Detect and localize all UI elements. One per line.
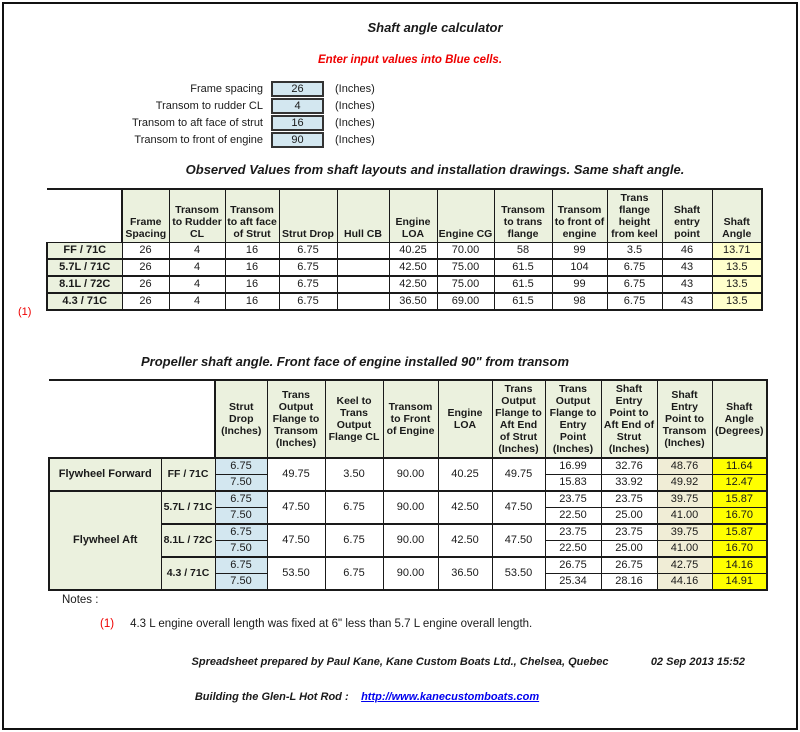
input-row-frame-spacing [10, 80, 375, 97]
t2-cell: 16.99 [545, 458, 601, 475]
t2-header-cell: Engine LOA [438, 380, 492, 458]
t1-cell: 42.50 [389, 276, 437, 293]
t1-cell: 75.00 [437, 259, 494, 276]
footer-promo-label: Building the Glen-L Hot Rod : [194, 691, 349, 703]
t2-engine-label: FF / 71C [161, 458, 215, 491]
propeller-section-title: Propeller shaft angle. Front face of engine installed 90" from transom [140, 354, 570, 369]
t1-header-cell: Transom to front of engine [552, 189, 607, 243]
t2-header-cell: Transom to Front of Engine [383, 380, 438, 458]
t2-header-cell: Trans Output Flange to Entry Point (Inches) [545, 380, 601, 458]
t1-row-43 [47, 293, 762, 310]
t1-cell: 43 [662, 276, 712, 293]
t1-cell: 26 [122, 259, 169, 276]
t1-header-cell: Transom to trans flange [494, 189, 552, 243]
t2-strut-drop-cell[interactable]: 6.75 [215, 524, 267, 541]
t1-cell: 16 [225, 276, 279, 293]
t2-shaft-angle-cell: 11.64 [712, 458, 767, 475]
t2-cell: 6.75 [325, 557, 383, 590]
margin-note-ref: (1) [18, 306, 32, 318]
t1-row-label: 5.7L / 71C [47, 259, 122, 276]
input-label: Transom to rudder CL [155, 99, 263, 112]
t2-strut-drop-cell[interactable]: 7.50 [215, 508, 267, 525]
t1-cell: 6.75 [607, 259, 662, 276]
t1-cell [337, 276, 389, 293]
t2-cell: 53.50 [492, 557, 545, 590]
t1-cell: 16 [225, 259, 279, 276]
unit-label: (Inches) [335, 82, 375, 95]
footer-promo [0, 687, 734, 705]
t2-entry-to-transom-cell: 39.75 [657, 524, 712, 541]
t1-cell: 36.50 [389, 293, 437, 310]
t1-cell: 4 [169, 293, 225, 310]
t1-row-label: 4.3 / 71C [47, 293, 122, 310]
t1-cell: 16 [225, 243, 279, 260]
t1-cell: 16 [225, 293, 279, 310]
t2-cell: 53.50 [267, 557, 325, 590]
t1-cell: 43 [662, 293, 712, 310]
t2-strut-drop-cell[interactable]: 7.50 [215, 475, 267, 492]
t2-header-cell: Keel to Trans Output Flange CL [325, 380, 383, 458]
t1-cell: 3.5 [607, 243, 662, 260]
unit-label: (Inches) [335, 116, 375, 129]
t2-group-label: Flywheel Aft [49, 491, 161, 590]
observed-values-table [46, 188, 763, 311]
t1-cell: 4 [169, 259, 225, 276]
t1-cell: 6.75 [607, 293, 662, 310]
t2-shaft-angle-cell: 16.70 [712, 541, 767, 558]
t1-header-cell: Shaft Angle [712, 189, 762, 243]
t2-shaft-angle-cell: 14.16 [712, 557, 767, 574]
empty-header-cell [47, 189, 122, 243]
t2-entry-to-transom-cell: 44.16 [657, 574, 712, 591]
t2-row [49, 458, 767, 475]
input-row-transom-rudder [10, 97, 375, 114]
t1-header-cell: Trans flange height from keel [607, 189, 662, 243]
notes-heading: Notes : [62, 594, 99, 606]
t2-strut-drop-cell[interactable]: 7.50 [215, 574, 267, 591]
t1-cell [337, 243, 389, 260]
t1-cell: 4 [169, 243, 225, 260]
t2-cell: 47.50 [267, 524, 325, 557]
t1-shaft-angle-cell: 13.71 [712, 243, 762, 260]
t2-cell: 25.00 [601, 541, 657, 558]
t1-shaft-angle-cell: 13.5 [712, 276, 762, 293]
t2-cell: 90.00 [383, 491, 438, 524]
t2-cell: 90.00 [383, 557, 438, 590]
t2-cell: 42.50 [438, 491, 492, 524]
t1-header-cell: Engine LOA [389, 189, 437, 243]
t1-shaft-angle-cell: 13.5 [712, 259, 762, 276]
t1-header-cell: Engine CG [437, 189, 494, 243]
t2-cell: 47.50 [267, 491, 325, 524]
t2-shaft-angle-cell: 15.87 [712, 491, 767, 508]
t2-cell: 49.75 [267, 458, 325, 491]
t1-cell: 43 [662, 259, 712, 276]
t2-cell: 23.75 [601, 524, 657, 541]
t1-cell [337, 259, 389, 276]
t2-cell: 26.75 [545, 557, 601, 574]
t2-header-cell: Trans Output Flange to Transom (Inches) [267, 380, 325, 458]
t1-cell: 42.50 [389, 259, 437, 276]
t1-cell: 61.5 [494, 293, 552, 310]
t1-cell: 98 [552, 293, 607, 310]
t1-cell: 6.75 [607, 276, 662, 293]
t2-cell: 28.16 [601, 574, 657, 591]
t2-entry-to-transom-cell: 48.76 [657, 458, 712, 475]
t2-cell: 47.50 [492, 491, 545, 524]
unit-label: (Inches) [335, 133, 375, 146]
t1-cell: 6.75 [279, 243, 337, 260]
input-row-transom-strut [10, 114, 375, 131]
t2-shaft-angle-cell: 15.87 [712, 524, 767, 541]
input-label: Transom to front of engine [134, 133, 263, 146]
t2-cell: 3.50 [325, 458, 383, 491]
input-block [10, 80, 375, 148]
t2-cell: 40.25 [438, 458, 492, 491]
t2-shaft-angle-cell: 16.70 [712, 508, 767, 525]
t2-cell: 32.76 [601, 458, 657, 475]
t1-cell: 26 [122, 276, 169, 293]
t2-row [49, 491, 767, 508]
t2-group-label: Flywheel Forward [49, 458, 161, 491]
t1-row-label: FF / 71C [47, 243, 122, 260]
input-instruction: Enter input values into Blue cells. [317, 54, 503, 66]
t2-cell: 42.50 [438, 524, 492, 557]
t1-cell: 104 [552, 259, 607, 276]
t2-header-cell: Shaft Entry Point to Transom (Inches) [657, 380, 712, 458]
t2-cell: 25.34 [545, 574, 601, 591]
t1-row-57l [47, 259, 762, 276]
t2-entry-to-transom-cell: 39.75 [657, 491, 712, 508]
t2-cell: 23.75 [601, 491, 657, 508]
t2-cell: 25.00 [601, 508, 657, 525]
t2-shaft-angle-cell: 12.47 [712, 475, 767, 492]
t1-header-cell: Shaft entry point [662, 189, 712, 243]
t1-cell: 46 [662, 243, 712, 260]
frame-spacing-input-cell[interactable]: 26 [271, 81, 324, 97]
t1-row-ff71c [47, 243, 762, 260]
input-label: Frame spacing [190, 82, 263, 95]
t2-header-cell: Shaft Entry Point to Aft End of Strut (Inches) [601, 380, 657, 458]
t2-cell: 36.50 [438, 557, 492, 590]
t1-cell: 69.00 [437, 293, 494, 310]
t2-shaft-angle-cell: 14.91 [712, 574, 767, 591]
t1-header-row [47, 189, 762, 243]
transom-strut-input-cell[interactable]: 16 [271, 115, 324, 131]
t2-engine-label: 5.7L / 71C [161, 491, 215, 524]
footer-prepared-by: Spreadsheet prepared by Paul Kane, Kane Custom Boats Ltd., Chelsea, Quebec [191, 656, 609, 668]
transom-rudder-input-cell[interactable]: 4 [271, 98, 324, 114]
t1-cell: 70.00 [437, 243, 494, 260]
t1-cell: 4 [169, 276, 225, 293]
t2-engine-label: 4.3 / 71C [161, 557, 215, 590]
t2-strut-drop-cell[interactable]: 7.50 [215, 541, 267, 558]
empty-header-cell [49, 380, 215, 458]
t2-cell: 90.00 [383, 458, 438, 491]
t2-entry-to-transom-cell: 41.00 [657, 541, 712, 558]
t1-row-81l [47, 276, 762, 293]
t2-cell: 23.75 [545, 491, 601, 508]
t2-strut-drop-cell[interactable]: 6.75 [215, 458, 267, 475]
footer-datetime: 02 Sep 2013 15:52 [650, 656, 745, 668]
t1-header-cell: Strut Drop [279, 189, 337, 243]
t1-cell: 26 [122, 293, 169, 310]
t2-cell: 49.75 [492, 458, 545, 491]
t1-cell: 99 [552, 276, 607, 293]
t1-cell: 6.75 [279, 276, 337, 293]
t2-header-row [49, 380, 767, 458]
t1-cell: 61.5 [494, 259, 552, 276]
t1-cell: 6.75 [279, 293, 337, 310]
t2-entry-to-transom-cell: 41.00 [657, 508, 712, 525]
website-link[interactable]: http://www.kanecustomboats.com [361, 691, 540, 703]
input-label: Transom to aft face of strut [131, 116, 263, 129]
t2-engine-label: 8.1L / 72C [161, 524, 215, 557]
t2-entry-to-transom-cell: 42.75 [657, 557, 712, 574]
t2-cell: 90.00 [383, 524, 438, 557]
t2-header-cell: Trans Output Flange to Aft End of Strut (Inches) [492, 380, 545, 458]
note-ref: (1) [100, 618, 115, 630]
t1-header-cell: Frame Spacing [122, 189, 169, 243]
t1-cell: 75.00 [437, 276, 494, 293]
t2-cell: 47.50 [492, 524, 545, 557]
t2-strut-drop-cell[interactable]: 6.75 [215, 491, 267, 508]
note-item [100, 618, 532, 630]
t2-header-cell: Shaft Angle (Degrees) [712, 380, 767, 458]
t2-cell: 6.75 [325, 491, 383, 524]
page-title: Shaft angle calculator [367, 20, 503, 35]
t1-cell: 6.75 [279, 259, 337, 276]
t1-shaft-angle-cell: 13.5 [712, 293, 762, 310]
t1-header-cell: Transom to aft face of Strut [225, 189, 279, 243]
transom-engine-input-cell[interactable]: 90 [271, 132, 324, 148]
t2-cell: 33.92 [601, 475, 657, 492]
t1-cell: 99 [552, 243, 607, 260]
t2-cell: 6.75 [325, 524, 383, 557]
t1-header-cell: Transom to Rudder CL [169, 189, 225, 243]
note-text: 4.3 L engine overall length was fixed at 6" less than 5.7 L engine overall length. [130, 618, 533, 630]
t1-cell: 26 [122, 243, 169, 260]
t1-row-label: 8.1L / 72C [47, 276, 122, 293]
t1-header-cell: Hull CB [337, 189, 389, 243]
t2-entry-to-transom-cell: 49.92 [657, 475, 712, 492]
t2-cell: 26.75 [601, 557, 657, 574]
propeller-shaft-table [48, 379, 768, 591]
t1-cell: 58 [494, 243, 552, 260]
t2-cell: 22.50 [545, 541, 601, 558]
t2-cell: 23.75 [545, 524, 601, 541]
t1-cell: 40.25 [389, 243, 437, 260]
t2-strut-drop-cell[interactable]: 6.75 [215, 557, 267, 574]
unit-label: (Inches) [335, 99, 375, 112]
input-row-transom-engine [10, 131, 375, 148]
t1-cell [337, 293, 389, 310]
t2-cell: 15.83 [545, 475, 601, 492]
t2-header-cell: Strut Drop (Inches) [215, 380, 267, 458]
observed-section-title: Observed Values from shaft layouts and installation drawings. Same shaft angle. [185, 162, 685, 177]
t2-cell: 22.50 [545, 508, 601, 525]
t1-cell: 61.5 [494, 276, 552, 293]
